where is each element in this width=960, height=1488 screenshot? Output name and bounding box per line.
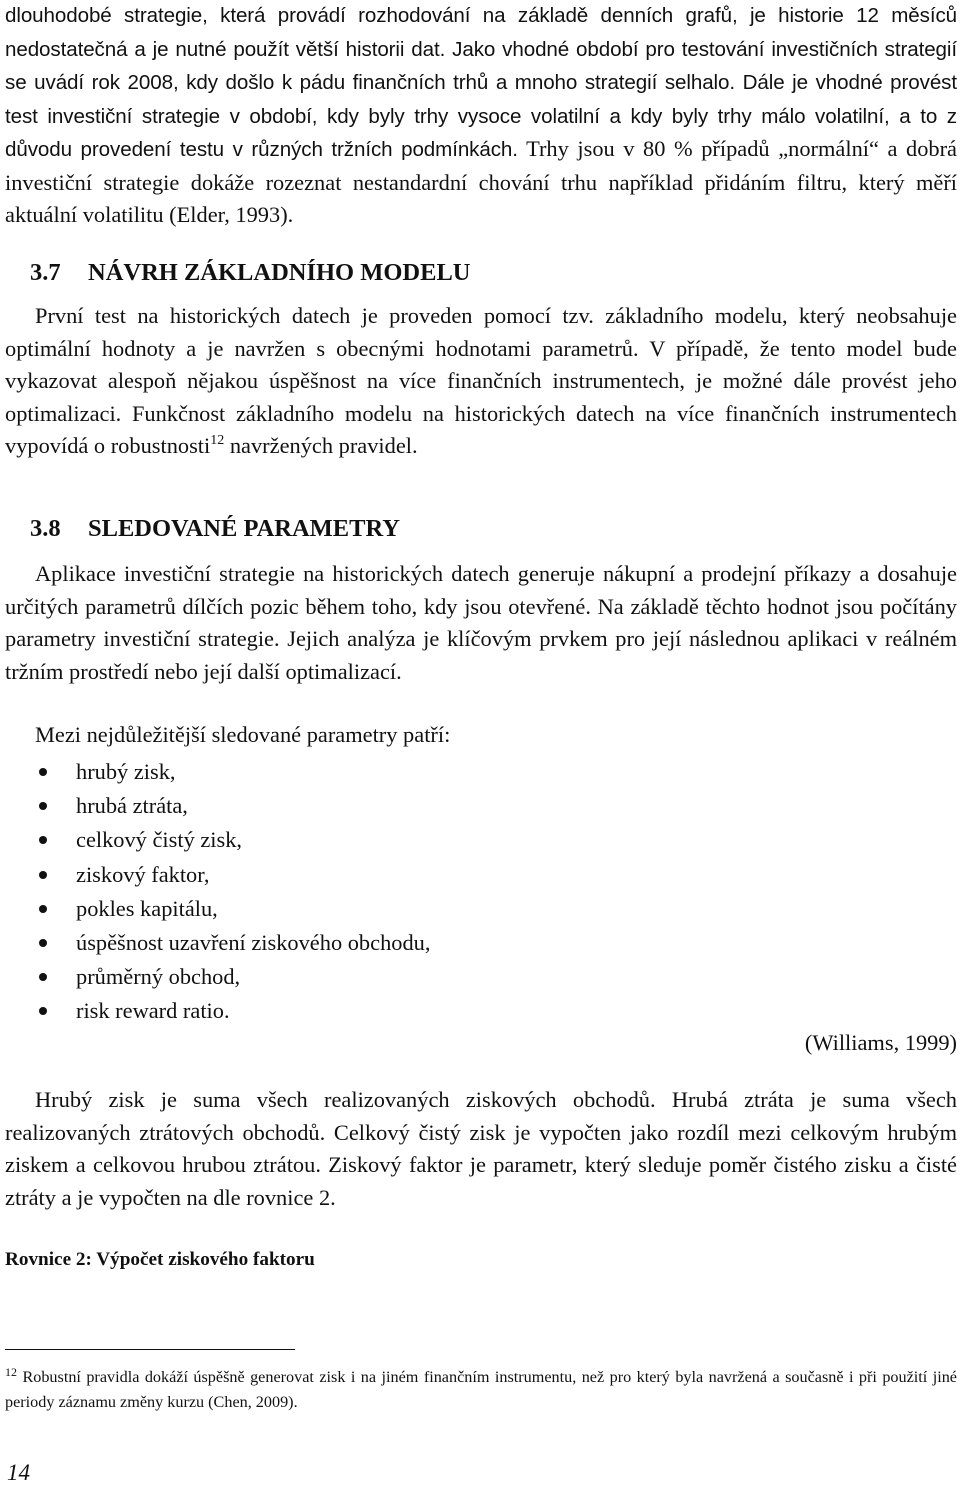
section-3-8-paragraph-2: Hrubý zisk je suma všech realizovaných ziskových obchodů. Hrubá ztráta je suma všech realizovaných ztrátových obchodů. Celkový čistý zisk je vypočten jako rozdíl mezi celkovým hrubým ziskem a celkovou hrubou ztrátou. Ziskový faktor je parametr, který sleduje poměr čistého zisku a čisté ztráty a je vypočten na dle rovnice 2.: [5, 1087, 957, 1210]
intro-serif-text: Trhy jsou v 80 % případů „normální“ a dobrá investiční strategie dokáže rozeznat nestandardní chování trhu například přidáním filtru, který měří aktuální volatilitu (Elder, 1993).: [5, 136, 957, 227]
parameter-list: [5, 755, 957, 1029]
list-item: [5, 960, 957, 994]
section-3-7-text: První test na historických datech je proveden pomocí tzv. základního modelu, který neobsahuje optimální hodnoty a je navržen s obecnými hodnotami parametrů. V případě, že tento model bude vykazovat alespoň nějakou úspěšnost na více finančních instrumentech, je možné dále provést jeho optimalizaci. Funkčnost základního modelu na historických datech na více finančních instrumentech vypovídá o robustnosti: [5, 303, 957, 458]
page-number: 14: [7, 1460, 30, 1485]
section-3-7-paragraph: [5, 300, 957, 463]
list-item: [5, 789, 957, 823]
footnote-text: Robustní pravidla dokáží úspěšně generovat zisk i na jiném finančním instrumentu, než pro který byla navržená a současně i při použití jiné periody záznamu změny kurzu (Chen, 2009).: [5, 1368, 957, 1411]
list-item-text: celkový čistý zisk,: [76, 827, 243, 853]
bullet-icon: [39, 802, 47, 810]
list-item-text: úspěšnost uzavření ziskového obchodu,: [76, 930, 431, 956]
list-item-text: risk reward ratio.: [76, 998, 230, 1024]
list-item: [5, 823, 957, 857]
list-item: [5, 892, 957, 926]
intro-sans-text: dlouhodobé strategie, která provádí rozhodování na základě denních grafů, je historie 12 měsíců nedostatečná a je nutné použít větší historii dat. Jako vhodné období pro testování investičních strategií se uvádí rok 2008, kdy došlo k pádu finančních trhů a mnoho strategií selhalo. Dále je vhodné provést test investiční strategie v období, kdy byly trhy vysoce volatilní a kdy byly trhy málo volatilní, a to z důvodu provedení testu v různých tržních podmínkách.: [5, 4, 957, 161]
section-3-8-heading: [30, 513, 400, 545]
bullet-icon: [39, 871, 47, 879]
footnote-marker: 12: [5, 1365, 17, 1379]
list-item-text: pokles kapitálu,: [76, 895, 218, 921]
list-item: [5, 994, 957, 1028]
list-item-text: průměrný obchod,: [76, 964, 241, 990]
section-3-8-paragraph-1: Aplikace investiční strategie na historických datech generuje nákupní a prodejní příkazy a dosahuje určitých parametrů dílčích pozic během toho, kdy jsou otevřené. Na základě těchto hodnot jsou počítány parametry investiční strategie. Jejich analýza je klíčovým prvkem pro její následnou aplikaci v reálném tržním prostředí nebo její další optimalizací.: [5, 561, 957, 684]
list-item: [5, 755, 957, 789]
list-item: [5, 926, 957, 960]
bullet-icon: [39, 1007, 47, 1015]
section-3-8-title: SLEDOVANÉ PARAMETRY: [88, 515, 401, 542]
section-3-7-text-end: navržených pravidel.: [224, 433, 418, 458]
list-item: [5, 858, 957, 892]
list-item-text: ziskový faktor,: [76, 861, 210, 887]
section-3-7-number: 3.7: [30, 259, 61, 286]
footnote-divider: [5, 1349, 295, 1350]
bullet-icon: [39, 939, 47, 947]
section-3-7-title: NÁVRH ZÁKLADNÍHO MODELU: [88, 259, 471, 286]
footnote-reference[interactable]: 12: [210, 433, 225, 448]
bullet-icon: [39, 973, 47, 981]
section-3-8-number: 3.8: [30, 515, 61, 542]
citation: (Williams, 1999): [804, 1030, 957, 1055]
bullet-icon: [39, 905, 47, 913]
list-intro: Mezi nejdůležitější sledované parametry patří:: [35, 722, 451, 747]
list-item-text: hrubý zisk,: [76, 759, 176, 784]
bullet-icon: [39, 768, 47, 776]
section-3-7-heading: [30, 257, 471, 289]
equation-caption: Rovnice 2: Výpočet ziskového faktoru: [5, 1249, 315, 1270]
intro-paragraph: [5, 0, 957, 232]
bullet-icon: [39, 836, 47, 844]
list-item-text: hrubá ztráta,: [76, 793, 188, 819]
footnote: [5, 1360, 957, 1415]
